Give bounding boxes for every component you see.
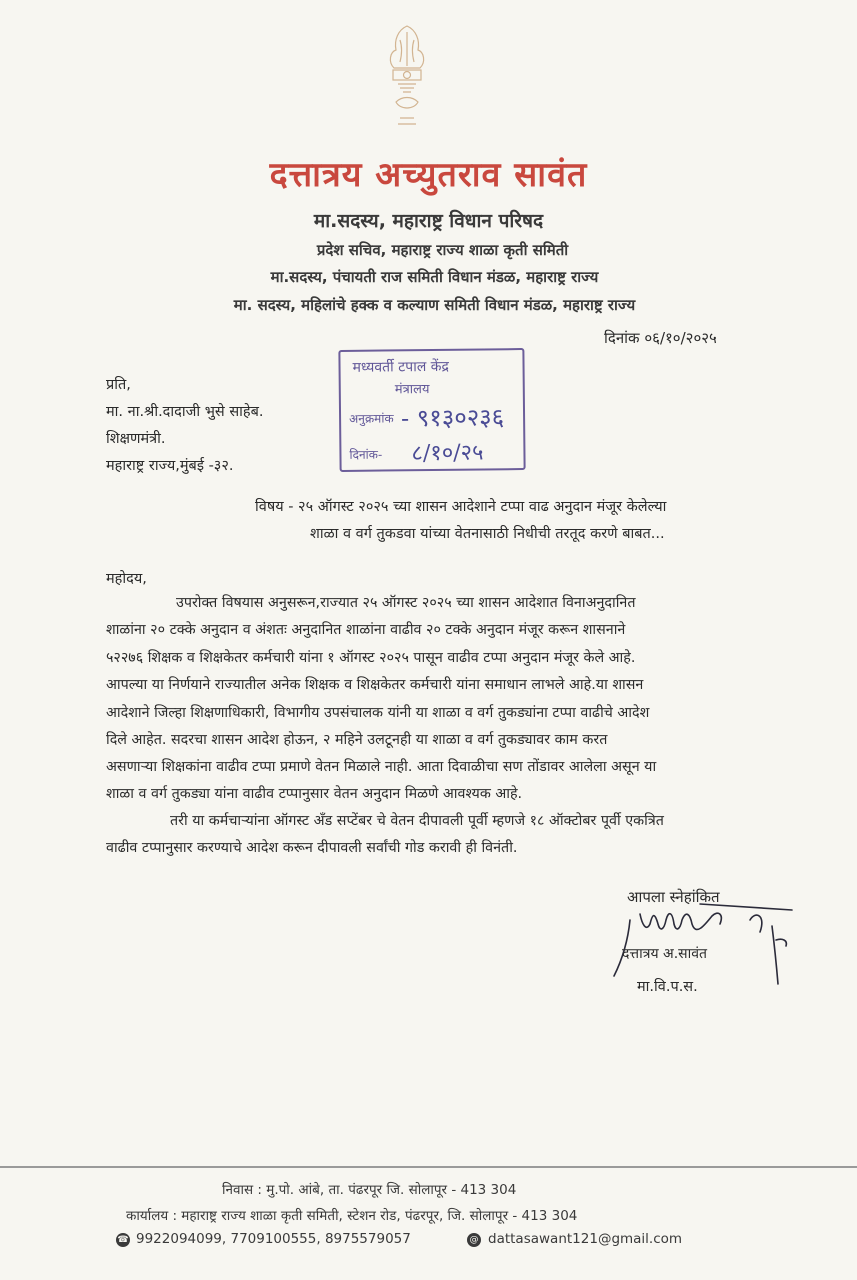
body-line: तरी या कर्मचाऱ्यांना ऑगस्ट अँड सप्टेंबर चे वेतन दीपावली पूर्वी म्हणजे १८ ऑक्टोबर पूर्वी एकत्रित [170,813,664,829]
letter-date: दिनांक ०६/१०/२०२५ [604,329,717,347]
at-sign-icon: @ [467,1233,481,1247]
body-line: असणाऱ्या शिक्षकांना वाढीव टप्पा प्रमाणे वेतन मिळाले नाही. आता दिवाळीचा सण तोंडावर आलेला असून या [106,759,657,775]
recipient-line-to: प्रति, [106,377,131,393]
body-line: दिले आहेत. सदरचा शासन आदेश होऊन, २ महिने उलटूनही या शाळा व वर्ग तुकड्यावर काम करत [106,732,608,748]
body-line: वाढीव टप्पानुसार करण्याचे आदेश करून दीपावली सर्वांची गोड करावी ही विनंती. [106,840,518,856]
body-line: आदेशाने जिल्हा शिक्षणाधिकारी, विभागीय उपसंचालक यांनी या शाळा व वर्ग तुकड्यांना टप्पा वाढीचे आदेश [106,705,650,721]
designation-state-secretary: प्रदेश सचिव, महाराष्ट्र राज्य शाळा कृती समिती [316,241,569,259]
designation-council-member: मा.सदस्य, महाराष्ट्र विधान परिषद [313,210,544,232]
designation-women-rights: मा. सदस्य, महिलांचे हक्क व कल्याण समिती विधान मंडळ, महाराष्ट्र राज्य [233,296,636,314]
recipient-line-title: शिक्षणमंत्री. [106,431,166,447]
recipient-line-address: महाराष्ट्र राज्य,मुंबई -३२. [106,458,234,474]
footer-phones: 9922094099, 7709100555, 8975579057 [136,1231,411,1247]
body-line: ५२२७६ शिक्षक व शिक्षकेतर कर्मचारी यांना १ ऑगस्ट २०२५ पासून वाढीव टप्पा अनुदान मंजूर केले आहे. [106,650,636,666]
body-line: आपल्या या निर्णयाने राज्यातील अनेक शिक्षक व शिक्षकेतर कर्मचारी यांना समाधान लाभले आहे.या शासन [106,677,644,693]
signature-name: दत्तात्रय अ.सावंत [622,946,708,962]
stamp-line-1: मध्यवर्ती टपाल केंद्र [352,358,449,376]
subject-line-1: विषय - २५ ऑगस्ट २०२५ च्या शासन आदेशाने टप्पा वाढ अनुदान मंजूर केलेल्या [255,499,667,515]
stamp-number-value: - ९१३०२३६ [400,403,505,433]
body-line: शाळांना २० टक्के अनुदान व अंशतः अनुदानित शाळांना वाढीव २० टक्के अनुदान मंजूर करून शासनाने [106,622,626,638]
receipt-stamp [338,348,525,472]
footer-divider [0,1166,857,1168]
body-line: शाळा व वर्ग तुकड्या यांना वाढीव टप्पानुसार वेतन अनुदान मिळणे आवश्यक आहे. [106,786,523,802]
salutation: महोदय, [106,571,147,587]
subject-line-2: शाळा व वर्ग तुकडवा यांच्या वेतनासाठी निधीची तरतूद करणे बाबत... [310,526,665,542]
stamp-line-2: मंत्रालय [394,382,430,398]
letterhead-name: दत्तात्रय अच्युतराव सावंत [269,155,588,195]
stamp-date-value: ८/१०/२५ [411,440,484,467]
stamp-number-label: अनुक्रमांक [349,411,394,426]
signature-closing: आपला स्नेहांकित [627,888,720,906]
footer-email[interactable]: dattasawant121@gmail.com [488,1231,683,1247]
footer-office: कार्यालय : महाराष्ट्र राज्य शाळा कृती समिती, स्टेशन रोड, पंढरपूर, जि. सोलापूर - 413 304 [126,1208,578,1224]
phone-icon: ☎ [117,1235,129,1245]
footer-residence: निवास : मु.पो. आंबे, ता. पंढरपूर जि. सोलापूर - 413 304 [222,1182,517,1198]
body-line: उपरोक्त विषयास अनुसरून,राज्यात २५ ऑगस्ट २०२५ च्या शासन आदेशात विनाअनुदानित [176,595,636,611]
stamp-date-label: दिनांक- [349,447,383,462]
state-emblem-icon [376,22,438,138]
designation-panchayati-raj: मा.सदस्य, पंचायती राज समिती विधान मंडळ, महाराष्ट्र राज्य [270,268,599,286]
recipient-line-name: मा. ना.श्री.दादाजी भुसे साहेब. [106,404,264,420]
signature-designation: मा.वि.प.स. [637,979,698,995]
